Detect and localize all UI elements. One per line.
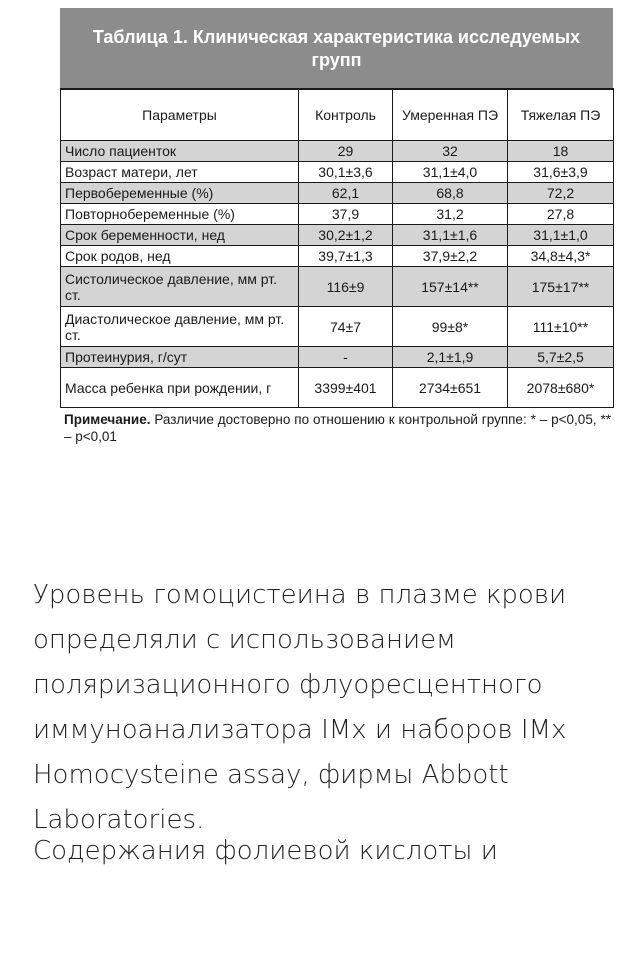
cell-severe: 34,8±4,3* (508, 246, 614, 267)
table-figure (60, 8, 613, 445)
table-title: Таблица 1. Клиническая характеристика исследуемых групп (60, 8, 613, 88)
cell-severe: 31,6±3,9 (508, 162, 614, 183)
cell-moderate: 2,1±1,9 (393, 347, 508, 368)
cell-control: 37,9 (299, 204, 393, 225)
cell-control: 116±9 (299, 267, 393, 307)
cell-moderate: 157±14** (393, 267, 508, 307)
row-parameter: Число пациенток (61, 141, 299, 162)
cell-control: 74±7 (299, 307, 393, 347)
column-header-control: Контроль (299, 89, 393, 141)
cell-control: 29 (299, 141, 393, 162)
article-paragraph-1: Уровень гомоцистеина в плазме крови определяли с использованием поляризационного флуоресцентного иммуноанализатора IMx и наборов IMx Homocysteine assay, фирмы Abbott Laboratories. (33, 580, 567, 835)
row-parameter: Повторнобеременные (%) (61, 204, 299, 225)
table-row (61, 307, 614, 347)
table-header-row (61, 89, 614, 141)
cell-moderate: 31,1±4,0 (393, 162, 508, 183)
table-row (61, 246, 614, 267)
cell-severe: 27,8 (508, 204, 614, 225)
cell-moderate: 31,2 (393, 204, 508, 225)
table-row (61, 183, 614, 204)
table-row (61, 267, 614, 307)
row-parameter: Диастолическое давление, мм рт. ст. (61, 307, 299, 347)
column-header-severe: Тяжелая ПЭ (508, 89, 614, 141)
cell-moderate: 31,1±1,6 (393, 225, 508, 246)
table-row (61, 162, 614, 183)
cell-control: 30,2±1,2 (299, 225, 393, 246)
table-row (61, 368, 614, 408)
cell-control: 30,1±3,6 (299, 162, 393, 183)
cell-control: 3399±401 (299, 368, 393, 408)
table-note-text: Различие достоверно по отношению к контрольной группе: * – p<0,05, ** – p<0,01 (64, 412, 611, 444)
row-parameter: Срок родов, нед (61, 246, 299, 267)
row-parameter: Масса ребенка при рождении, г (61, 368, 299, 408)
table-row (61, 225, 614, 246)
column-header-parameters: Параметры (61, 89, 299, 141)
cell-moderate: 99±8* (393, 307, 508, 347)
table-row (61, 347, 614, 368)
table-row (61, 204, 614, 225)
cell-severe: 5,7±2,5 (508, 347, 614, 368)
table-row (61, 141, 614, 162)
cell-moderate: 37,9±2,2 (393, 246, 508, 267)
cell-control: - (299, 347, 393, 368)
cell-severe: 18 (508, 141, 614, 162)
clinical-table (60, 88, 614, 408)
cell-severe: 2078±680* (508, 368, 614, 408)
cell-moderate: 32 (393, 141, 508, 162)
cell-severe: 111±10** (508, 307, 614, 347)
row-parameter: Протеинурия, г/сут (61, 347, 299, 368)
cell-moderate: 68,8 (393, 183, 508, 204)
column-header-moderate: Умеренная ПЭ (393, 89, 508, 141)
cell-severe: 72,2 (508, 183, 614, 204)
cell-severe: 175±17** (508, 267, 614, 307)
table-note-label: Примечание. (64, 412, 151, 427)
cell-control: 39,7±1,3 (299, 246, 393, 267)
cell-moderate: 2734±651 (393, 368, 508, 408)
cell-severe: 31,1±1,0 (508, 225, 614, 246)
table-note (60, 411, 613, 445)
row-parameter: Срок беременности, нед (61, 225, 299, 246)
article-paragraph-2: Содержания фолиевой кислоты и (33, 836, 498, 866)
row-parameter: Первобеременные (%) (61, 183, 299, 204)
cell-control: 62,1 (299, 183, 393, 204)
row-parameter: Возраст матери, лет (61, 162, 299, 183)
row-parameter: Систолическое давление, мм рт. ст. (61, 267, 299, 307)
